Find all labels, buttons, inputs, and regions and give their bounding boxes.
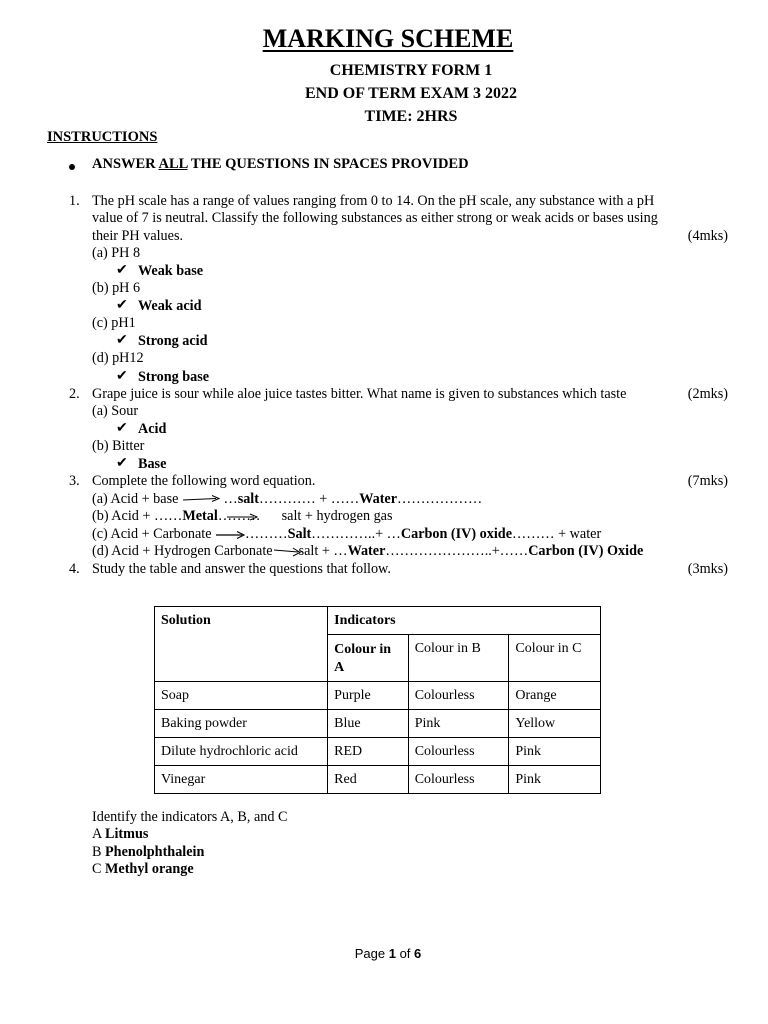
q3-number: 3. [69, 473, 80, 489]
q3c-dots1: ……… [245, 526, 288, 542]
q3d-pre-water: salt + … [298, 543, 348, 559]
q4-answer-b [92, 844, 204, 861]
cell-colour-a: Purple [328, 682, 409, 710]
q3a-pre: (a) Acid + base [92, 491, 179, 507]
check-mark-icon: ✔ [116, 421, 128, 436]
q1-number: 1. [69, 193, 80, 209]
q2-part-b-answer: Base [138, 456, 167, 472]
q2-line1: Grape juice is sour while aloe juice tastes bitter. What name is given to substances which taste [92, 386, 627, 402]
q3d-answer-water: Water [347, 543, 386, 559]
check-mark-icon: ✔ [116, 333, 128, 348]
right-arrow-icon [182, 495, 220, 505]
answer-name: Litmus [105, 826, 149, 842]
footer-page-word: Page [354, 946, 389, 961]
q3b-dots-arrow [218, 508, 261, 524]
header-colour-c: Colour in C [509, 635, 601, 682]
q3-marks: (7mks) [687, 473, 728, 489]
q4-answer-c [92, 861, 194, 878]
cell-colour-b: Pink [408, 710, 509, 738]
instruction-text [92, 156, 469, 173]
answer-name: Methyl orange [105, 861, 194, 877]
instructions-heading: INSTRUCTIONS [47, 129, 158, 145]
page-title: MARKING SCHEME [262, 24, 514, 53]
q2-part-b-label: (b) Bitter [92, 438, 145, 454]
q3a-dots1: … [219, 491, 238, 507]
right-arrow-icon [273, 546, 301, 558]
q4-identify: Identify the indicators A, B, and C [92, 809, 288, 825]
q3a-answer-water: Water [359, 491, 398, 507]
q4-answer-a [92, 826, 148, 843]
cell-colour-b: Colourless [408, 766, 509, 794]
cell-colour-c: Yellow [509, 710, 601, 738]
q1-line2: value of 7 is neutral. Classify the following substances as either strong or weak acids or bases using [92, 210, 658, 226]
q2-marks: (2mks) [687, 386, 728, 402]
q3b-answer-metal: Metal [182, 508, 218, 524]
page-footer [0, 946, 768, 961]
q4-marks: (3mks) [687, 561, 728, 577]
footer-of-word: of [395, 946, 415, 961]
q3a-dots3: ……………… [397, 491, 483, 507]
q3-equation-b [92, 508, 393, 525]
q1-part-d-label: (d) pH12 [92, 350, 144, 366]
cell-solution: Vinegar [155, 766, 328, 794]
header-indicators: Indicators [328, 607, 601, 635]
q3c-answer-carbon-oxide: Carbon (IV) oxide [400, 526, 512, 542]
cell-colour-c: Orange [509, 682, 601, 710]
q3b-dots: ……… [217, 508, 261, 524]
instruction-all: ALL [158, 156, 188, 172]
q2-part-a-label: (a) Sour [92, 403, 139, 419]
q1-part-b-label: (b) pH 6 [92, 280, 141, 296]
q3-equation-c [92, 526, 601, 543]
q3b-pre: (b) Acid + …… [92, 508, 183, 524]
table-row [155, 738, 601, 766]
q1-part-c-answer: Strong acid [138, 333, 208, 349]
time-line: TIME: 2HRS [364, 108, 458, 125]
q3b-post: salt + hydrogen gas [281, 508, 393, 524]
answer-letter: A [92, 826, 106, 842]
q3c-dots2: …………..+ … [311, 526, 401, 542]
q3c-dots3: ……… + water [512, 526, 602, 542]
right-arrow-icon [226, 512, 258, 522]
indicator-table [154, 606, 601, 794]
check-mark-icon: ✔ [116, 369, 128, 384]
q1-marks: (4mks) [687, 228, 728, 244]
bullet-icon [69, 164, 75, 170]
q3d-pre: (d) Acid + Hydrogen Carbonate [92, 543, 273, 559]
q3d-dots: …………………..+…… [385, 543, 529, 559]
q2-number: 2. [69, 386, 80, 402]
header-solution: Solution [155, 607, 328, 682]
q1-part-d-answer: Strong base [138, 369, 210, 385]
table-header-row [155, 607, 601, 635]
q4-line1: Study the table and answer the questions that follow. [92, 561, 391, 577]
cell-colour-b: Colourless [408, 682, 509, 710]
q3-line1: Complete the following word equation. [92, 473, 316, 489]
q3c-answer-salt: Salt [287, 526, 312, 542]
table-row [155, 766, 601, 794]
table-row [155, 710, 601, 738]
footer-page-number: 1 [388, 946, 396, 961]
check-mark-icon: ✔ [116, 298, 128, 313]
right-arrow-icon [215, 530, 245, 540]
q3-equation-a [92, 491, 482, 508]
cell-colour-a: Blue [328, 710, 409, 738]
cell-solution: Dilute hydrochloric acid [155, 738, 328, 766]
cell-colour-c: Pink [509, 738, 601, 766]
header-colour-b: Colour in B [408, 635, 509, 682]
q1-line1: The pH scale has a range of values ranging from 0 to 14. On the pH scale, any substance with a pH [92, 193, 655, 209]
q4-number: 4. [69, 561, 80, 577]
exam-line: END OF TERM EXAM 3 2022 [305, 85, 517, 102]
instruction-post: THE QUESTIONS IN SPACES PROVIDED [187, 156, 469, 172]
q3a-dots2: ………… + …… [258, 491, 360, 507]
answer-letter: C [92, 861, 106, 877]
answer-letter: B [92, 844, 106, 860]
q3c-pre: (c) Acid + Carbonate [92, 526, 212, 542]
q1-part-c-label: (c) pH1 [92, 315, 136, 331]
instruction-pre: ANSWER [92, 156, 159, 172]
answer-name: Phenolphthalein [105, 844, 205, 860]
q1-line3: their PH values. [92, 228, 184, 244]
cell-solution: Soap [155, 682, 328, 710]
table-row [155, 682, 601, 710]
cell-colour-a: RED [328, 738, 409, 766]
q3d-answer-carbon-oxide: Carbon (IV) Oxide [528, 543, 644, 559]
header-colour-a: Colour in A [328, 635, 409, 682]
cell-solution: Baking powder [155, 710, 328, 738]
q1-part-b-answer: Weak acid [138, 298, 202, 314]
q1-part-a-answer: Weak base [138, 263, 204, 279]
q1-part-a-label: (a) PH 8 [92, 245, 141, 261]
footer-page-total: 6 [414, 946, 422, 961]
q2-part-a-answer: Acid [138, 421, 167, 437]
check-mark-icon: ✔ [116, 456, 128, 471]
subject-line: CHEMISTRY FORM 1 [329, 62, 493, 79]
cell-colour-c: Pink [509, 766, 601, 794]
q3a-answer-salt: salt [237, 491, 259, 507]
cell-colour-a: Red [328, 766, 409, 794]
check-mark-icon: ✔ [116, 263, 128, 278]
q3-equation-d [92, 543, 643, 560]
cell-colour-b: Colourless [408, 738, 509, 766]
